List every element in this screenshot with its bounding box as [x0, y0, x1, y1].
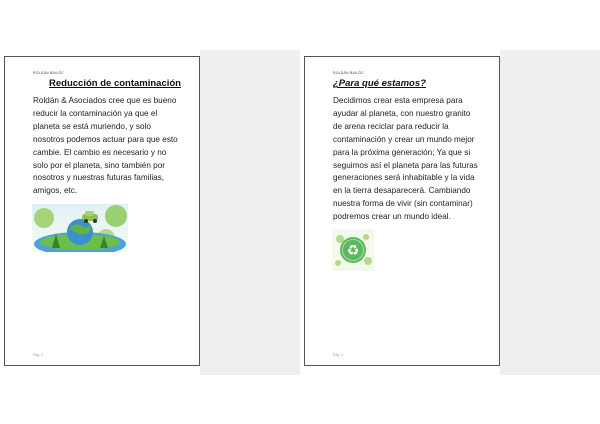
body-line: cambie. El cambio es necesario y no: [33, 147, 167, 157]
body-line: planeta se está muriendo, y solo: [33, 121, 151, 131]
body-line: en la tierra desaparecerá. Cambiando: [333, 186, 471, 196]
body-line: generaciones será inhabitable y la vida: [333, 173, 475, 183]
green-earth-car-icon: [32, 204, 128, 252]
page-footer: Pág. 2: [333, 353, 344, 357]
body-line: Roldán & Asociados cree que es bueno: [33, 96, 177, 105]
body-line: ayudar al planeta, con nuestro granito: [333, 108, 471, 118]
body-line: podremos crear un mundo ideal.: [333, 212, 451, 222]
body-line: contaminación y crear un mundo mejor: [333, 134, 475, 144]
body-line: solo por el planeta, sino también por: [33, 160, 165, 170]
document-page-1[interactable]: [4, 56, 200, 366]
body-line: reducir la contaminación ya que el: [33, 108, 158, 118]
page-gutter-1: [200, 50, 300, 375]
body-line: para la próxima generación; Ya que si: [333, 147, 471, 157]
body-line: amigos, etc.: [33, 186, 78, 196]
body-line: Decidimos crear esta empresa para: [333, 96, 463, 105]
page-title: Reducción de contaminación: [49, 78, 181, 89]
document-page-2[interactable]: [304, 56, 500, 366]
body-line: de arena reciclar para reducir la: [333, 121, 449, 131]
page-body-text: [333, 95, 501, 224]
body-line: nosotros y nuestras futuras familias,: [33, 173, 165, 183]
body-line: nosotros podemos actuar para que esto: [33, 134, 178, 144]
page-header: ROLDÁN BAILÓC: [33, 71, 64, 75]
page-title: ¿Para qué estamos?: [333, 78, 426, 89]
page-header: ROLDÁN BAILÓC: [333, 71, 364, 75]
recycle-globe-icon: [332, 229, 374, 271]
page-gutter-2: [500, 50, 600, 375]
body-line: seguimos así el planeta para las futuras: [333, 160, 478, 170]
body-line: nuestra forma de vivir (sin contaminar): [333, 199, 473, 209]
svg-text:♻: ♻: [346, 243, 360, 259]
page-footer: Pág. 1: [33, 353, 44, 357]
page-body-text: [33, 95, 201, 198]
